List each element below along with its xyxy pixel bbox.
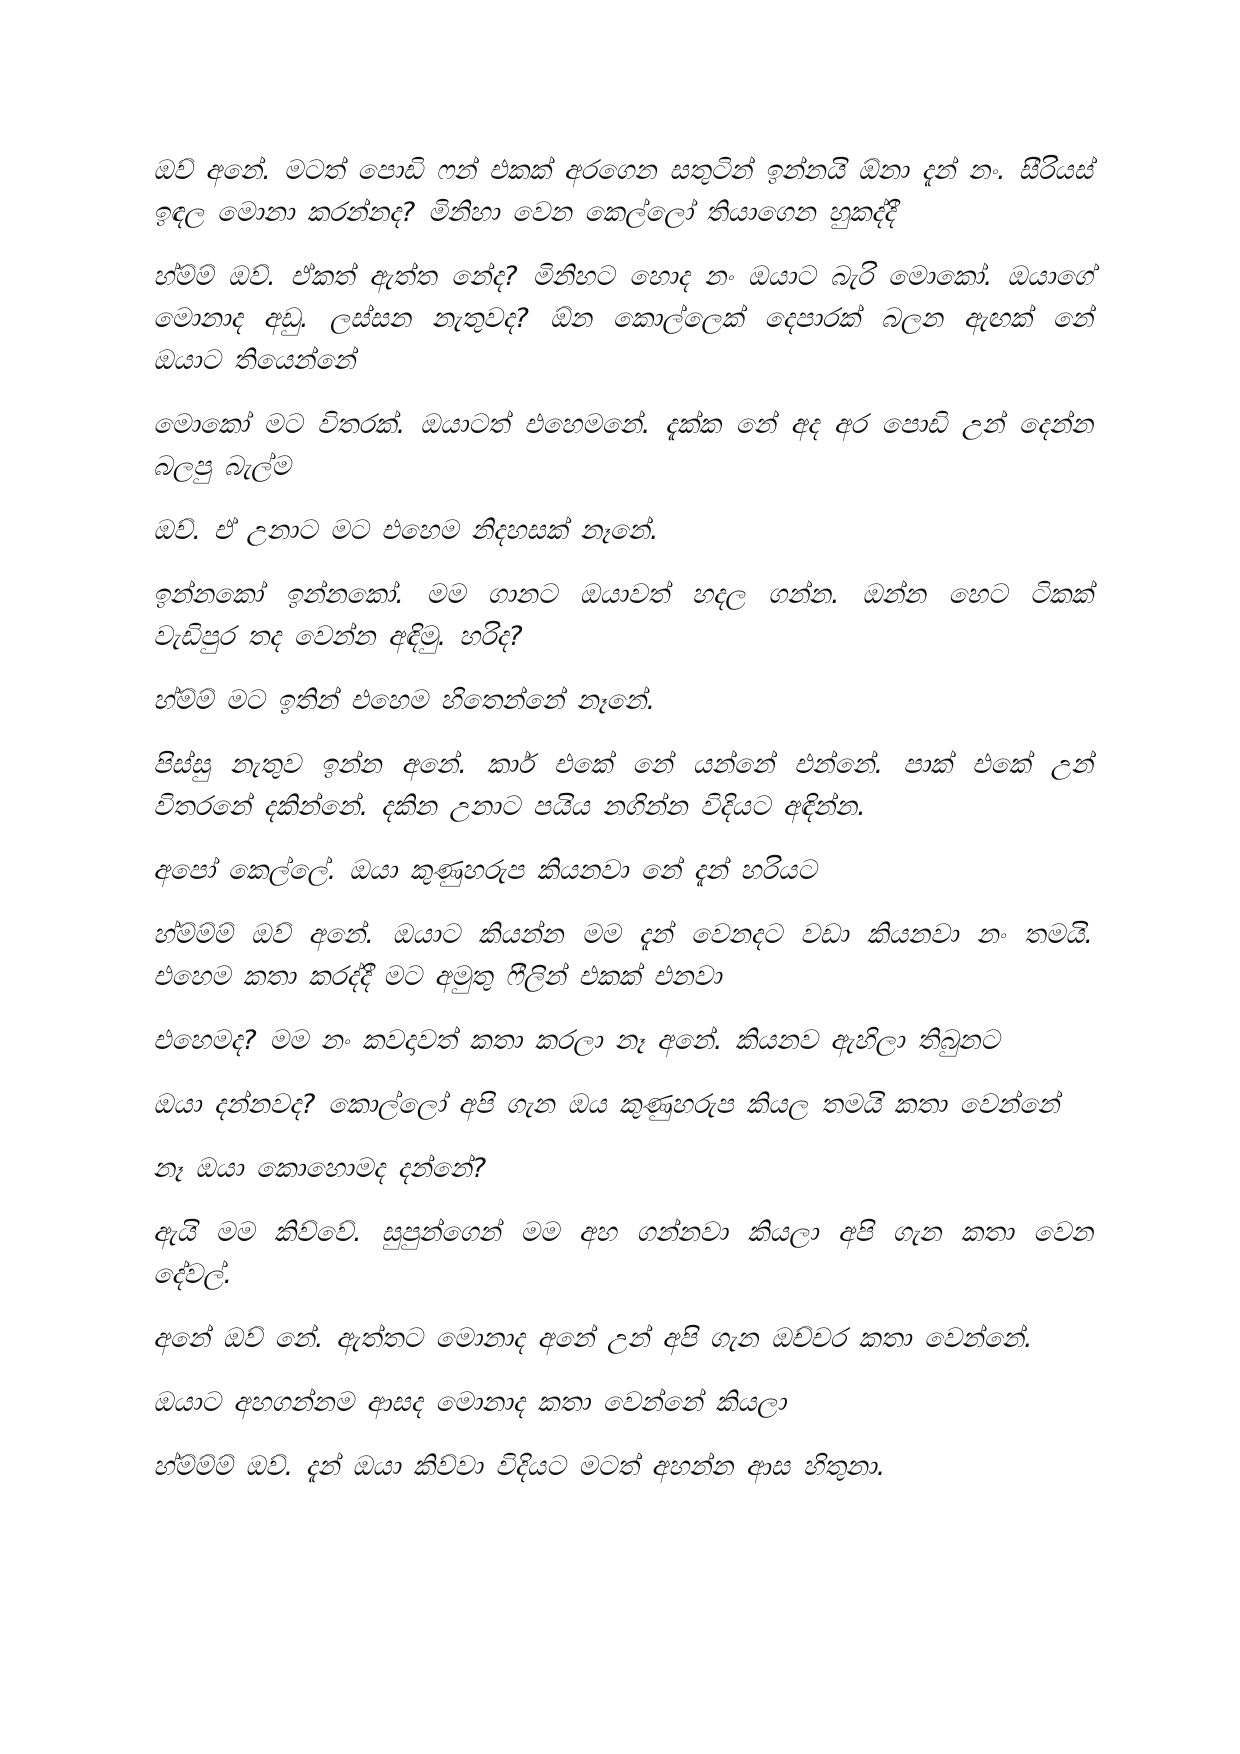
paragraph-7: පිස්සු නැතුව ඉන්න අනේ. කාර් එකේ නේ යන්නේ එන්නේ. පාක් එකේ උන් විතරනේ දකින්නේ. දකින උනාට පයිය නගින්න විදියට අඳින්න. xyxy=(153,749,1093,822)
paragraph-14: අනේ ඔව් නේ. ඇත්තට මොනාද අනේ උන් අපි ගැන ඔච්චර කතා වෙන්නේ. xyxy=(153,1323,1033,1354)
paragraph-2: හ්ම්ම් ඔව්. ඒකත් ඇත්ත නේද? මිනිහට හොද නං ඔයාට බැරි මොකෝ. ඔයාගේ මොනාද අඩු. ලස්සන නැතුවද? ඕන කොල්ලෙක් දෙපාරක් බලන ඇඟක් නේ ඔයාට තියෙන්නේ xyxy=(153,261,1093,376)
paragraph-13: ඇයි මම කිව්වේ. සුපුන්ගෙන් මම අහ ගන්නවා කියලා අපි ගැන කතා වෙන දේවල්. xyxy=(153,1217,1093,1290)
paragraph-10: එහෙමද? මම නං කවදාවත් කතා කරලා නෑ අනේ. කියනව ඇහිලා තිබුනට xyxy=(153,1025,1000,1056)
paragraph-12: නෑ ඔයා කොහොමද දන්නේ? xyxy=(153,1153,487,1184)
paragraph-8: අපෝ කෙල්ලේ. ඔයා කුණුහරුප කියනවා නේ දැන් හරියට xyxy=(153,855,817,886)
paragraph-1: ඔව් අනේ. මටත් පොඩි ෆන් එකක් අරගෙන සතුටින් ඉන්නයි ඕනා දැන් නං. සීරියස් ඉඳල මොනා කරන්නද? මිනිහා වෙන කෙල්ලෝ තියාගෙන හුකද්දී xyxy=(153,155,1093,228)
document-body xyxy=(153,150,1093,1510)
paragraph-9: හ්ම්ම්ම් ඔව් අනේ. ඔයාට කියන්න මම දැන් වෙනදට වඩා කියනවා නං තමයි. එහෙම කතා කරද්දී මට අමුතු ෆීලින් එකක් එනවා xyxy=(153,919,1093,992)
paragraph-3: මොකෝ මට විතරක්. ඔයාටත් එහෙමනේ. දැක්ක නේ අද අර පොඩි උන් දෙන්න බලපු බැල්ම xyxy=(153,409,1093,482)
paragraph-15: ඔයාට අහගන්නම ආසද මොනාද කතා වෙන්නේ කියලා xyxy=(153,1387,787,1418)
paragraph-11: ඔයා දන්නවද? කොල්ලෝ අපි ගැන ඔය කුණුහරුප කියල තමයි කතා වෙන්නේ xyxy=(153,1089,1060,1120)
paragraph-5: ඉන්නකෝ ඉන්නකෝ. මම ගානට ඔයාවත් හදල ගන්න. ඔන්න හෙට ටිකක් වැඩිපුර තද වෙන්න අඳිමු. හරිද? xyxy=(153,579,1093,652)
paragraph-4: ඔව්. ඒ උනාට මට එහෙම නිදහසක් නෑනේ. xyxy=(153,515,659,546)
paragraph-16: හ්ම්ම්ම් ඔව්. දැන් ඔයා කිව්වා විදියට මටත් අහන්න ආස හිතුනා. xyxy=(153,1451,886,1482)
paragraph-6: හ්ම්ම් මට ඉතින් එහෙම හිතෙන්නේ නෑනේ. xyxy=(153,685,656,716)
